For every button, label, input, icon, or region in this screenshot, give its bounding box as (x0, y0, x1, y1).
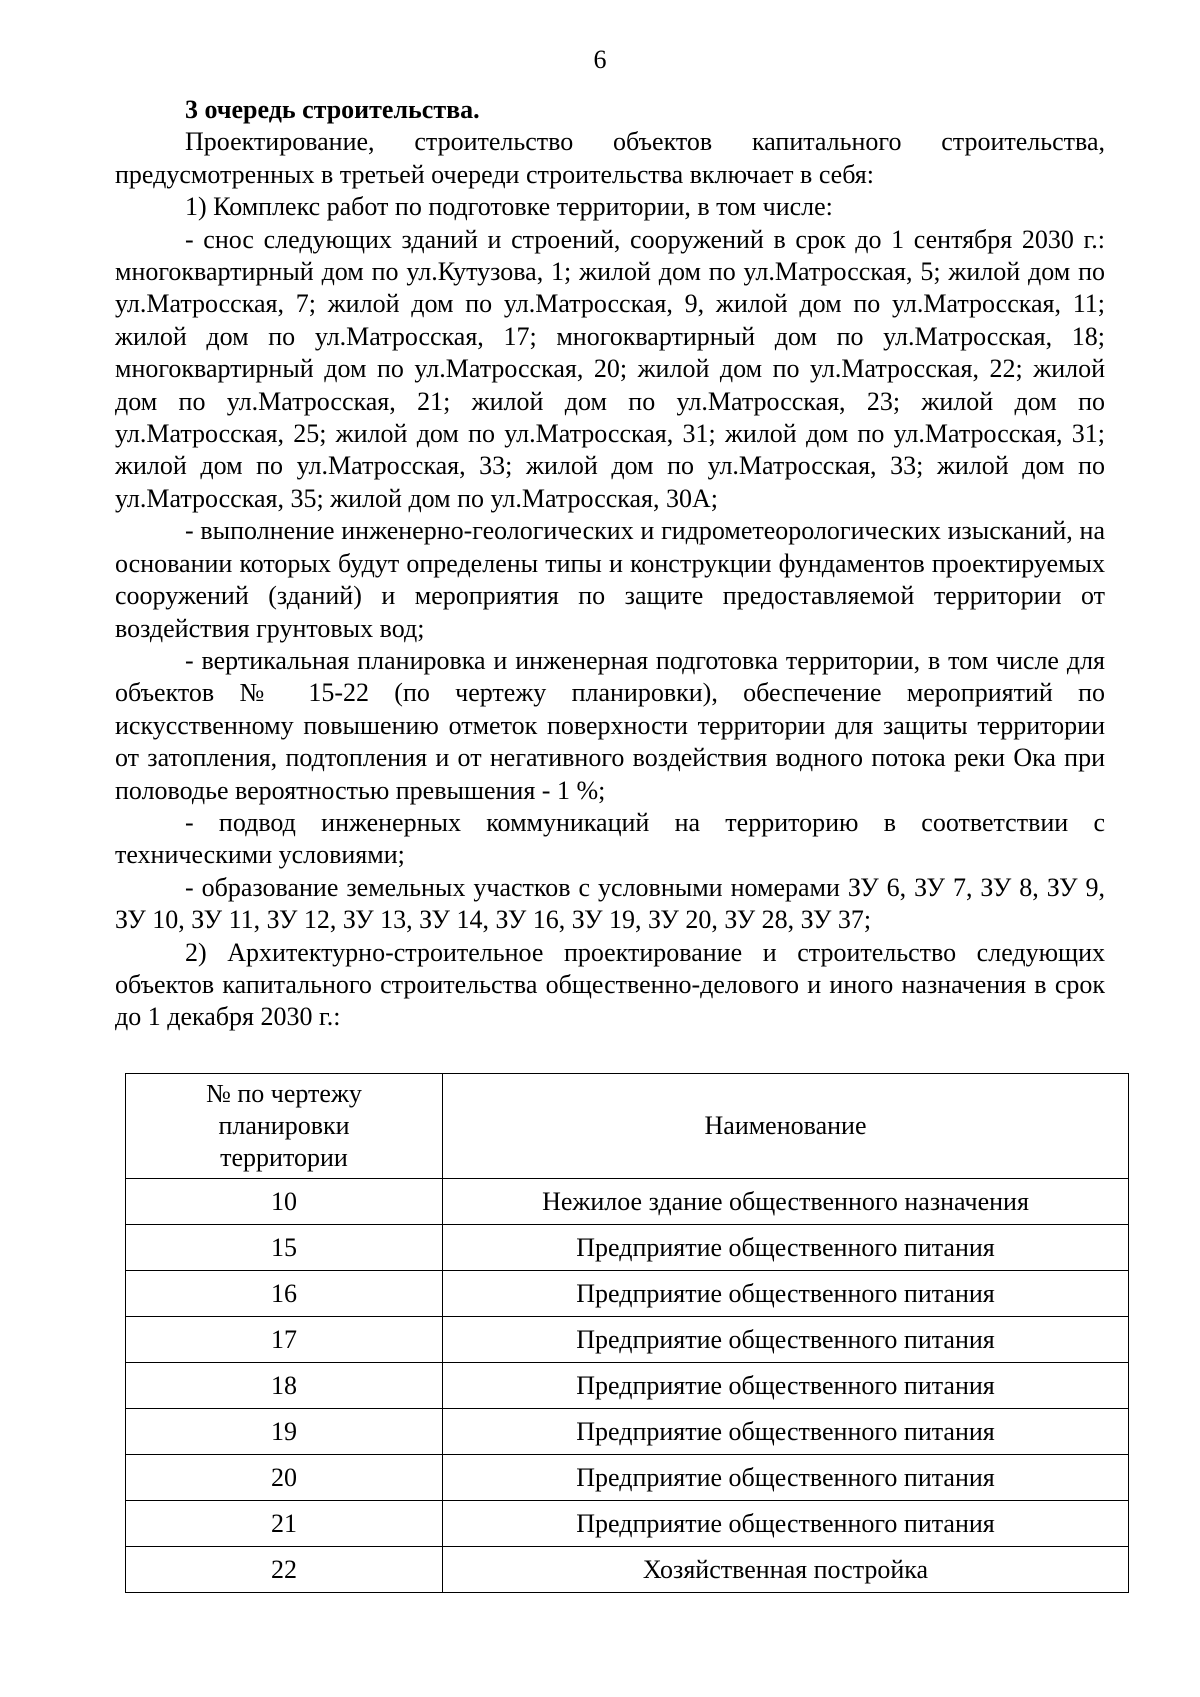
paragraph: 2) Архитектурно-строительное проектирование и строительство следующих объектов капитального строительства общественно-делового и иного назначения в срок до 1 декабря 2030 г.: (115, 937, 1105, 1032)
table-row (126, 1501, 1129, 1547)
row-name: Предприятие общественного питания (443, 1409, 1129, 1455)
row-name: Предприятие общественного питания (443, 1271, 1129, 1317)
table-row (126, 1455, 1129, 1501)
row-number: 19 (126, 1409, 443, 1455)
row-number: 16 (126, 1271, 443, 1317)
header-name: Наименование (443, 1074, 1129, 1179)
header-number: № по чертежу планировки территории (126, 1074, 443, 1179)
paragraph: - выполнение инженерно-геологических и гидрометеорологических изысканий, на основании которых будут определены типы и конструкции фундаментов проектируемых сооружений (зданий) и мероприятия по защите предоставляемой территории от воздействия грунтовых вод; (115, 516, 1105, 643)
row-number: 17 (126, 1317, 443, 1363)
table-header-row (126, 1074, 1129, 1179)
table-row (126, 1271, 1129, 1317)
row-name: Предприятие общественного питания (443, 1363, 1129, 1409)
table-row (126, 1363, 1129, 1409)
row-number: 10 (126, 1179, 443, 1225)
row-number: 22 (126, 1547, 443, 1593)
table-row (126, 1409, 1129, 1455)
table-row (126, 1179, 1129, 1225)
table-row (126, 1225, 1129, 1271)
row-number: 21 (126, 1501, 443, 1547)
paragraph: - снос следующих зданий и строений, сооружений в срок до 1 сентября 2030 г.: многоквартирный дом по ул.Кутузова, 1; жилой дом по ул.Матросская, 5; жилой дом по ул.Матросская, 7; жилой дом по ул.Матросская, 9, жилой дом по ул.Матросская, 11; жилой дом по ул.Матросская, 17; многоквартирный дом по ул.Матросская, 18; многоквартирный дом по ул.Матросская, 20; жилой дом по ул.Матросская, 22; жилой дом по ул.Матросская, 21; жилой дом по ул.Матросская, 23; жилой дом по ул.Матросская, 25; жилой дом по ул.Матросская, 31; жилой дом по ул.Матросская, 31; жилой дом по ул.Матросская, 33; жилой дом по ул.Матросская, 33; жилой дом по ул.Матросская, 35; жилой дом по ул.Матросская, 30А; (115, 224, 1105, 513)
paragraph: 1) Комплекс работ по подготовке территории, в том числе: (185, 192, 833, 222)
row-name: Хозяйственная постройка (443, 1547, 1129, 1593)
section-heading: 3 очередь строительства. (185, 95, 480, 124)
paragraph: - подвод инженерных коммуникаций на территорию в соответствии с техническими условиями; (115, 807, 1105, 870)
paragraph: - образование земельных участков с условными номерами ЗУ 6, ЗУ 7, ЗУ 8, ЗУ 9, ЗУ 10, ЗУ 11, ЗУ 12, ЗУ 13, ЗУ 14, ЗУ 16, ЗУ 19, ЗУ 20, ЗУ 28, ЗУ 37; (115, 872, 1105, 935)
paragraph: - вертикальная планировка и инженерная подготовка территории, в том числе для объектов № 15-22 (по чертежу планировки), обеспечение мероприятий по искусственному повышению отметок поверхности территории для защиты территории от затопления, подтопления и от негативного воздействия водного потока реки Ока при половодье вероятностью превышения - 1 %; (115, 645, 1105, 805)
table-row (126, 1547, 1129, 1593)
page-number: 6 (593, 45, 607, 74)
paragraph: Проектирование, строительство объектов капитального строительства, предусмотренных в третьей очереди строительства включает в себя: (115, 127, 1105, 189)
table-row (126, 1317, 1129, 1363)
row-number: 18 (126, 1363, 443, 1409)
row-name: Нежилое здание общественного назначения (443, 1179, 1129, 1225)
row-name: Предприятие общественного питания (443, 1455, 1129, 1501)
row-name: Предприятие общественного питания (443, 1317, 1129, 1363)
document-body (115, 94, 1105, 1034)
row-number: 20 (126, 1455, 443, 1501)
objects-table (125, 1073, 1129, 1593)
row-name: Предприятие общественного питания (443, 1501, 1129, 1547)
row-name: Предприятие общественного питания (443, 1225, 1129, 1271)
row-number: 15 (126, 1225, 443, 1271)
